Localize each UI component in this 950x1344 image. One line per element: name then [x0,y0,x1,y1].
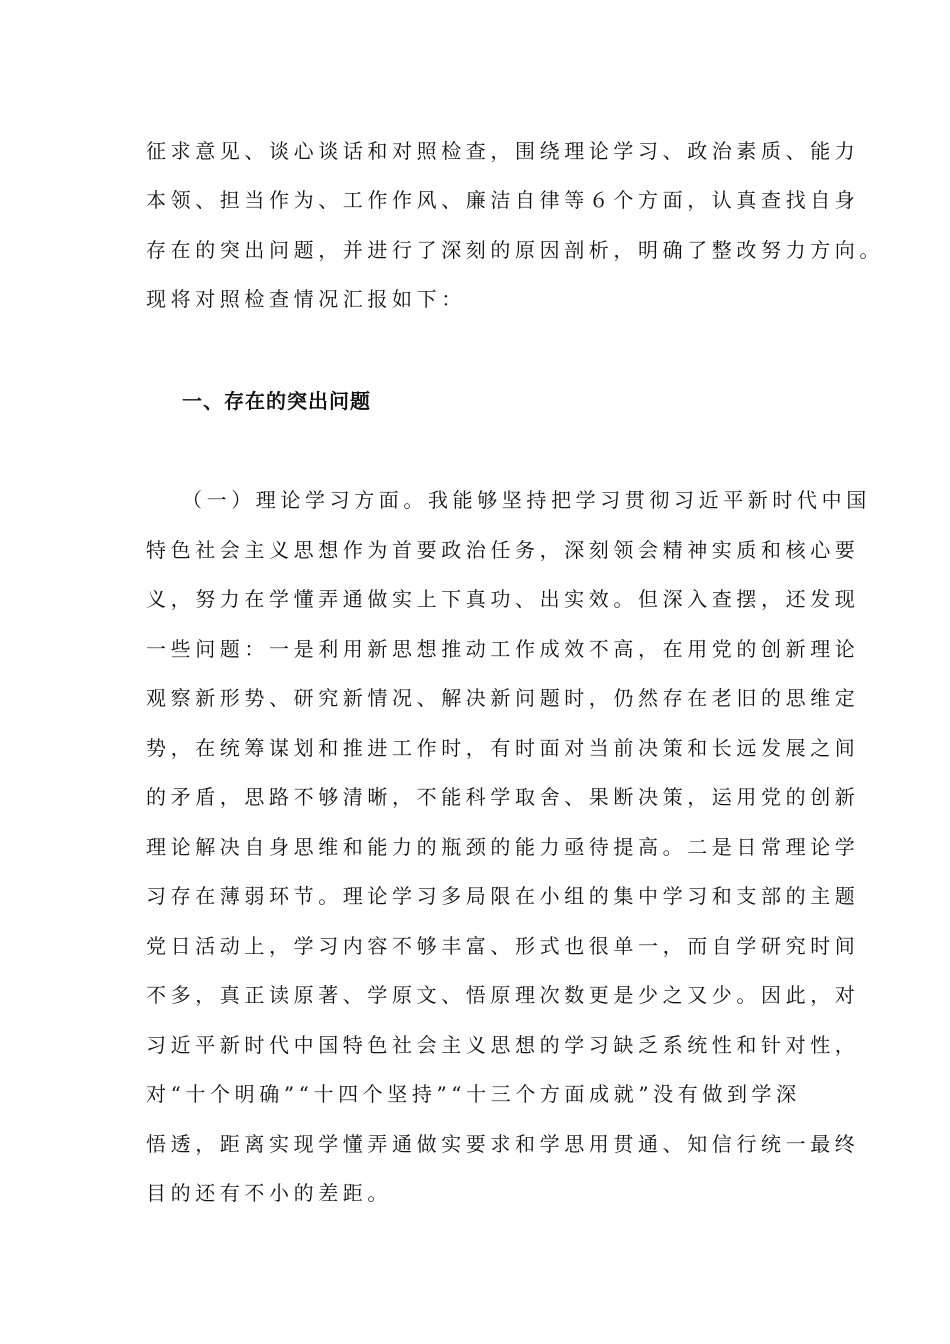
paragraph-line-12: 习近平新时代中国特色社会主义思想的学习缺乏系统性和针对性， [146,1033,860,1057]
paragraph-line-13: 对“十个明确”“十四个坚持”“十三个方面成就”没有做到学深 [146,1082,801,1106]
paragraph-line-14: 悟透，距离实现学懂弄通做实要求和学思用贯通、知信行统一最终 [146,1132,860,1156]
intro-line-3: 存在的突出问题，并进行了深刻的原因剖析，明确了整改努力方向。 [146,238,884,262]
paragraph-line-8: 理论解决自身思维和能力的瓶颈的能力亟待提高。二是日常理论学 [146,835,860,859]
section-heading: 一、存在的突出问题 [182,389,371,413]
paragraph-line-2: 特色社会主义思想作为首要政治任务，深刻领会精神实质和核心要 [146,538,860,562]
intro-line-1: 征求意见、谈心谈话和对照检查，围绕理论学习、政治素质、能力 [146,139,860,163]
paragraph-line-6: 势，在统筹谋划和推进工作时，有时面对当前决策和长远发展之间 [146,736,860,760]
paragraph-line-3: 义，努力在学懂弄通做实上下真功、出实效。但深入查摆，还发现 [146,587,860,611]
intro-line-2: 本领、担当作为、工作作风、廉洁自律等６个方面，认真查找自身 [146,188,860,212]
paragraph-line-11: 不多，真正读原著、学原文、悟原理次数更是少之又少。因此，对 [146,983,860,1007]
intro-line-4: 现将对照检查情况汇报如下： [146,287,466,311]
paragraph-line-7: 的矛盾，思路不够清晰，不能科学取舍、果断决策，运用党的创新 [146,785,860,809]
paragraph-line-5: 观察新形势、研究新情况、解决新问题时，仍然存在老旧的思维定 [146,686,860,710]
paragraph-line-10: 党日活动上，学习内容不够丰富、形式也很单一，而自学研究时间 [146,934,860,958]
paragraph-line-4: 一些问题：一是利用新思想推动工作成效不高，在用党的创新理论 [146,637,860,661]
paragraph-line-15: 目的还有不小的差距。 [146,1181,392,1205]
paragraph-line-9: 习存在薄弱环节。理论学习多局限在小组的集中学习和支部的主题 [146,884,860,908]
paragraph-line-1: （一）理论学习方面。我能够坚持把学习贯彻习近平新时代中国 [182,488,871,512]
